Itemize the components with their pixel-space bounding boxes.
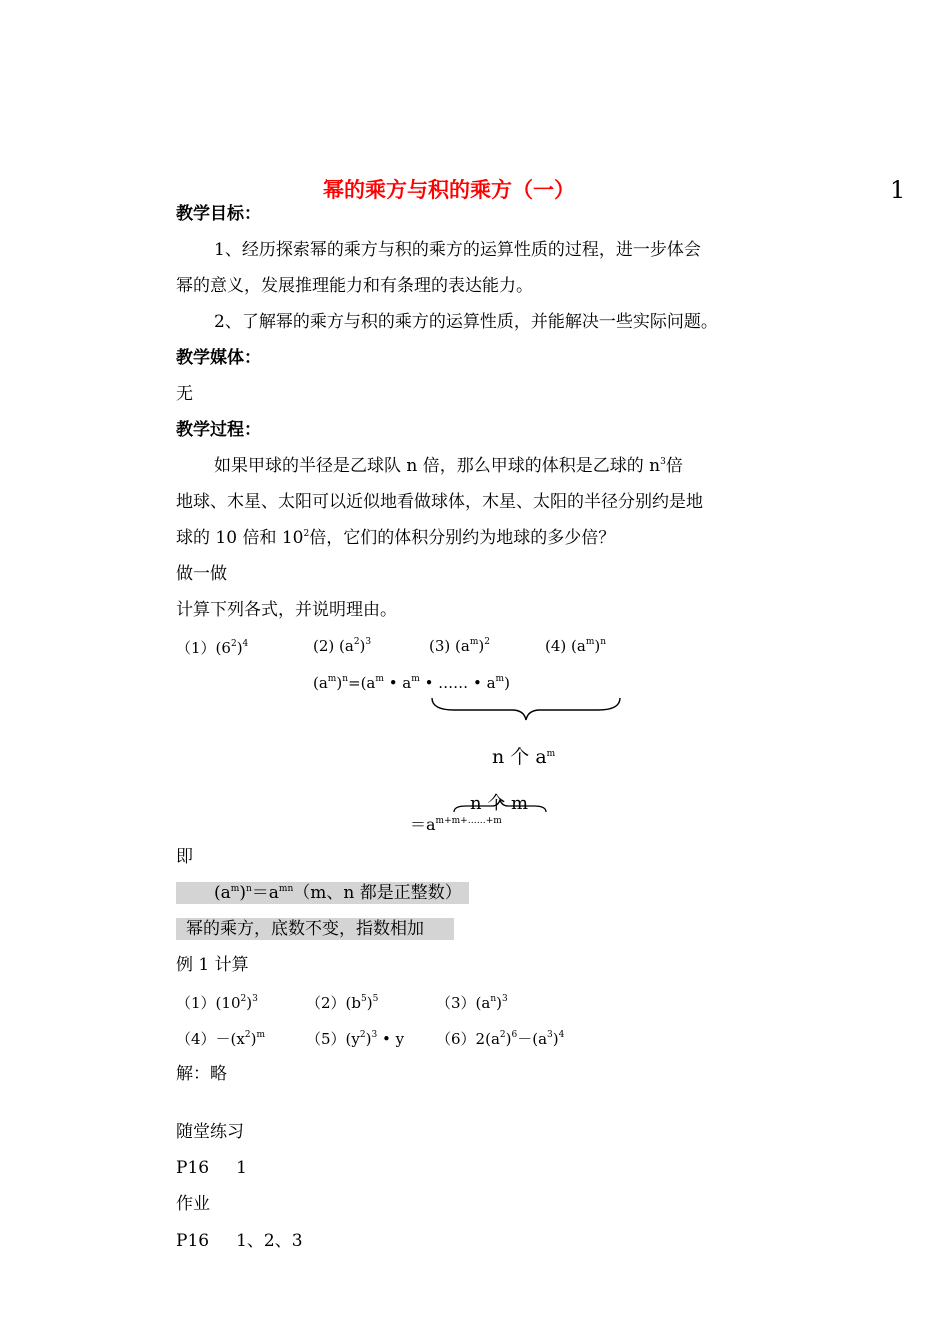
exercise-3: (3) $(a^m)^2$ xyxy=(429,637,490,655)
practice-value: P16 1 xyxy=(176,1158,247,1178)
media-value: 无 xyxy=(176,384,193,404)
homework-heading: 作业 xyxy=(176,1194,210,1214)
example-q6: $(6)2(a^2)^6-(a^3)^4$ xyxy=(436,1030,565,1048)
example-q2: $(2)(b^5)^5$ xyxy=(306,994,379,1012)
objective-1-line-1: 1、经历探索幂的乘方与积的乘方的运算性质的过程，进一步体会 xyxy=(214,240,701,260)
derivation-expansion: $(a^m)^n=(a^m$ • $a^m$ • …… • $a^m$) xyxy=(313,674,510,692)
ji-label: 即 xyxy=(176,847,193,867)
calc-label: 计算下列各式，并说明理由。 xyxy=(176,600,397,620)
objective-1-line-2: 幂的意义，发展推理能力和有条理的表达能力。 xyxy=(176,276,533,296)
process-heading: 教学过程： xyxy=(176,420,261,440)
derivation-result: $=a^{m+m+\dots\dots+m}$ xyxy=(410,815,502,834)
solution-label: 解：略 xyxy=(176,1064,227,1084)
process-paragraph-1: 如果甲球的半径是乙球队 n 倍，那么甲球的体积是乙球的 $n^3$倍 xyxy=(214,456,683,476)
power-rule-statement: 幂的乘方，底数不变，指数相加 xyxy=(186,919,424,939)
homework-value: P16 1、2、3 xyxy=(176,1231,303,1251)
power-rule-formula-text: $(a^m)^n=a^{mn}(m$、n 都是正整数） xyxy=(214,883,462,903)
process-paragraph-2: 地球、木星、太阳可以近似地看做球体，木星、太阳的半径分别约是地 xyxy=(176,492,703,512)
example-heading: 例 1 计算 xyxy=(176,955,249,975)
page-number: 1 xyxy=(890,176,906,204)
example-q5: $(5)(y^2)^3$ • y xyxy=(306,1030,405,1048)
page-title: 幂的乘方与积的乘方（一） xyxy=(323,177,575,202)
process-paragraph-3: 球的 10 倍和 $10^2$倍，它们的体积分别约为地球的多少倍？ xyxy=(176,528,616,548)
objectives-heading: 教学目标： xyxy=(176,204,261,224)
brace-2-label: n 个 m xyxy=(470,793,529,814)
exercise-1: $(1)(6^2)^4$ xyxy=(176,639,249,657)
exercise-4: (4) $(a^m)^n$ xyxy=(545,637,607,655)
exercise-2: (2) $(a^2)^3$ xyxy=(313,637,372,655)
example-q3: $(3)(a^n)^3$ xyxy=(436,994,508,1012)
example-q4: $(4)-(x^2)^m$ xyxy=(176,1030,265,1048)
objective-2: 2、了解幂的乘方与积的乘方的运算性质，并能解决一些实际问题。 xyxy=(214,312,718,332)
brace-1-label: n 个 $a^m$ xyxy=(492,746,556,768)
example-q1: $(1)(10^2)^3$ xyxy=(176,994,258,1012)
do-label: 做一做 xyxy=(176,564,227,584)
underbrace-n-a-m xyxy=(430,696,622,722)
practice-heading: 随堂练习 xyxy=(176,1122,244,1142)
media-heading: 教学媒体： xyxy=(176,348,261,368)
